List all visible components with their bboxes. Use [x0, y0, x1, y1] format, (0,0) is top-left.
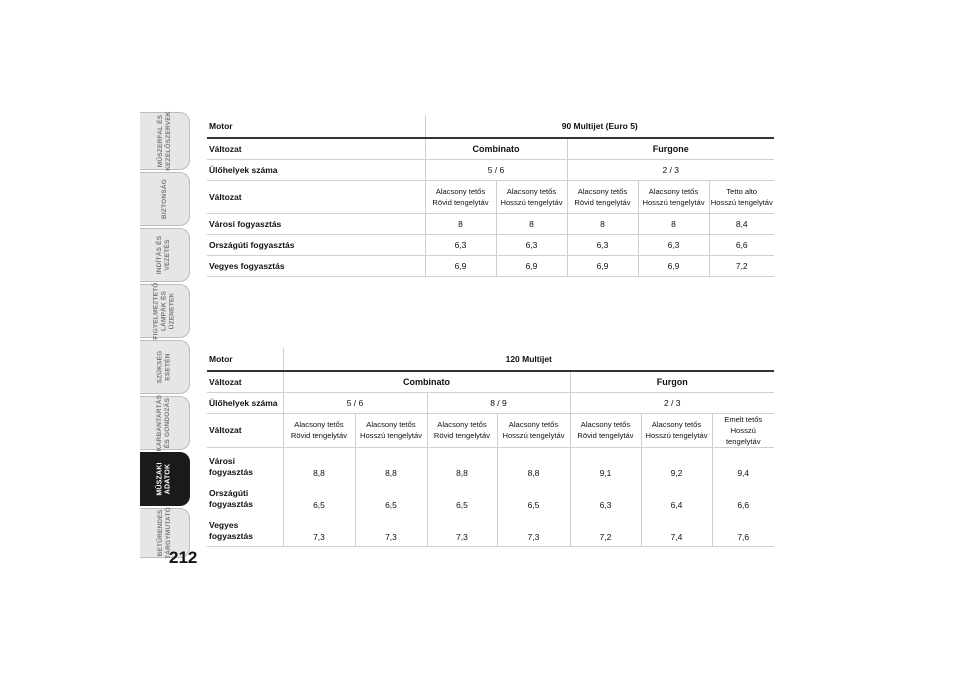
cell-value: 7,3 — [497, 510, 570, 546]
tab-biztonsag[interactable] — [140, 172, 190, 226]
cell-value: 8 — [425, 213, 496, 234]
page-number: 212 — [169, 548, 198, 567]
cell-value: 7,3 — [427, 510, 497, 546]
variant-label: Változat — [207, 138, 425, 159]
tab-label: BIZTONSÁG — [160, 179, 168, 219]
tab-label: KARBANTARTÁS ÉS GONDOZÁS — [156, 394, 172, 452]
tab-figyelmezteto[interactable] — [140, 284, 190, 338]
tab-label: MŰSZERFAL ÉS KEZELŐSZERVEK — [156, 111, 172, 171]
consumption-table-90-multijet — [207, 115, 774, 277]
tab-label: INDÍTÁS ÉS VEZETÉS — [156, 235, 172, 275]
table-row — [207, 478, 774, 510]
seats-value: 5 / 6 — [425, 159, 567, 180]
motor-value: 120 Multijet — [283, 348, 774, 371]
cell-value: 8,8 — [355, 447, 427, 478]
group-furgone: Furgone — [567, 138, 774, 159]
tab-szukseg[interactable] — [140, 340, 190, 394]
column-header: Alacsony tetős Rövid tengelytáv — [283, 413, 355, 447]
tab-label: MŰSZAKI ADATOK — [156, 462, 172, 496]
seats-label: Ülőhelyek száma — [207, 159, 425, 180]
cell-value: 7,3 — [283, 510, 355, 546]
column-header: Alacsony tetős Hosszú tengelytáv — [496, 180, 567, 213]
tab-muszaki-adatok[interactable] — [140, 452, 190, 506]
row-label: Vegyes fogyasztás — [207, 255, 425, 276]
table-row — [207, 234, 774, 255]
cell-value: 6,5 — [283, 478, 355, 510]
motor-value: 90 Multijet (Euro 5) — [425, 115, 774, 138]
cell-value: 7,6 — [712, 510, 774, 546]
seats-value: 2 / 3 — [567, 159, 774, 180]
variant-label: Változat — [207, 180, 425, 213]
cell-value: 6,6 — [709, 234, 774, 255]
cell-value: 6,5 — [497, 478, 570, 510]
cell-value: 6,3 — [570, 478, 641, 510]
table-row — [207, 510, 774, 546]
variant-label: Változat — [207, 413, 283, 447]
column-header: Alacsony tetős Hosszú tengelytáv — [355, 413, 427, 447]
column-header: Alacsony tetős Rövid tengelytáv — [567, 180, 638, 213]
tab-label: SZÜKSÉG ESETÉN — [156, 350, 172, 384]
cell-value: 8,8 — [283, 447, 355, 478]
cell-value: 9,1 — [570, 447, 641, 478]
cell-value: 7,4 — [641, 510, 712, 546]
cell-value: 8 — [567, 213, 638, 234]
motor-label: Motor — [207, 115, 425, 138]
cell-value: 7,2 — [709, 255, 774, 276]
cell-value: 8 — [638, 213, 709, 234]
cell-value: 6,3 — [496, 234, 567, 255]
cell-value: 8 — [496, 213, 567, 234]
column-header: Tetto alto Hosszú tengelytáv — [709, 180, 774, 213]
row-label: Vegyes fogyasztás — [207, 510, 283, 546]
tab-label: BETŰRENDES TÁRGYMUTATÓ — [156, 507, 172, 559]
cell-value: 8,4 — [709, 213, 774, 234]
group-furgon: Furgon — [570, 371, 774, 392]
cell-value: 6,9 — [567, 255, 638, 276]
cell-value: 9,4 — [712, 447, 774, 478]
consumption-table-120-multijet — [207, 348, 774, 547]
seats-value: 5 / 6 — [283, 392, 427, 413]
cell-value: 6,6 — [712, 478, 774, 510]
table-row — [207, 447, 774, 478]
column-header: Alacsony tetős Hosszú tengelytáv — [497, 413, 570, 447]
group-combinato: Combinato — [425, 138, 567, 159]
table-row — [207, 213, 774, 234]
cell-value: 8,8 — [427, 447, 497, 478]
variant-label: Változat — [207, 371, 283, 392]
cell-value: 6,3 — [638, 234, 709, 255]
tab-inditas[interactable] — [140, 228, 190, 282]
cell-value: 6,3 — [425, 234, 496, 255]
column-header: Alacsony tetős Rövid tengelytáv — [570, 413, 641, 447]
cell-value: 6,5 — [355, 478, 427, 510]
cell-value: 8,8 — [497, 447, 570, 478]
cell-value: 9,2 — [641, 447, 712, 478]
column-header: Alacsony tetős Hosszú tengelytáv — [641, 413, 712, 447]
row-label: Városi fogyasztás — [209, 456, 253, 477]
cell-value: 7,3 — [355, 510, 427, 546]
cell-value: 6,9 — [496, 255, 567, 276]
group-combinato: Combinato — [283, 371, 570, 392]
column-header: Emelt tetős Hosszú tengelytáv — [712, 413, 774, 447]
tab-karbantartas[interactable] — [140, 396, 190, 450]
seats-label: Ülőhelyek száma — [207, 392, 283, 413]
row-label: Városi fogyasztás — [207, 213, 425, 234]
seats-value: 8 / 9 — [427, 392, 570, 413]
seats-value: 2 / 3 — [570, 392, 774, 413]
row-label: Országúti fogyasztás — [207, 234, 425, 255]
column-header: Alacsony tetős Rövid tengelytáv — [427, 413, 497, 447]
column-header: Alacsony tetős Rövid tengelytáv — [425, 180, 496, 213]
motor-label: Motor — [207, 348, 283, 371]
cell-value: 6,5 — [427, 478, 497, 510]
cell-value: 6,9 — [425, 255, 496, 276]
tab-label: FIGYELMEZTETŐ LÁMPÁK ÉS ÜZENETEK — [152, 282, 176, 340]
cell-value: 6,4 — [641, 478, 712, 510]
table-row — [207, 255, 774, 276]
tab-muszerfal[interactable] — [140, 112, 190, 170]
cell-value: 7,2 — [570, 510, 641, 546]
cell-value: 6,3 — [567, 234, 638, 255]
column-header: Alacsony tetős Hosszú tengelytáv — [638, 180, 709, 213]
cell-value: 6,9 — [638, 255, 709, 276]
row-label: Országúti fogyasztás — [209, 488, 253, 509]
